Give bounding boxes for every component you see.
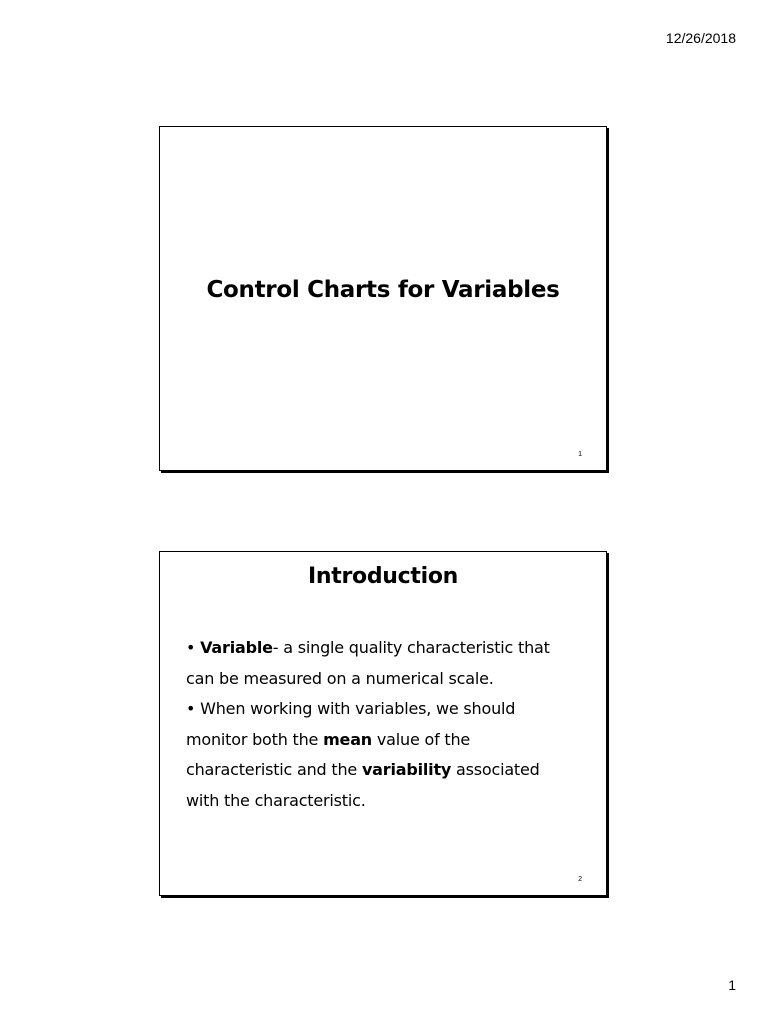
page-number: 1 <box>728 977 736 993</box>
slide-2 <box>159 551 607 896</box>
bullet-item <box>186 694 566 816</box>
bullet-text: - a single quality characteristic that can be measured on a numerical scale. <box>186 638 550 688</box>
slide-number: 1 <box>578 451 582 458</box>
bullet-text: associated with the characteristic. <box>186 760 540 810</box>
page-date: 12/26/2018 <box>665 30 736 46</box>
bullet-text: value of the characteristic and the <box>186 729 471 779</box>
bullet-item <box>186 633 566 694</box>
bullet-marker: • <box>186 638 201 657</box>
bold-term: mean <box>323 729 372 749</box>
bullet-marker: • <box>186 699 201 718</box>
bold-term: variability <box>361 760 452 779</box>
slide-1 <box>159 126 607 471</box>
slide-title: Introduction <box>307 564 458 589</box>
slide-body <box>186 633 566 816</box>
bullet-text: When working with variables, we should monitor both the <box>186 699 516 749</box>
bold-term: Variable <box>200 638 273 657</box>
slide-number: 2 <box>578 876 582 883</box>
slide-title: Control Charts for Variables <box>206 277 560 303</box>
